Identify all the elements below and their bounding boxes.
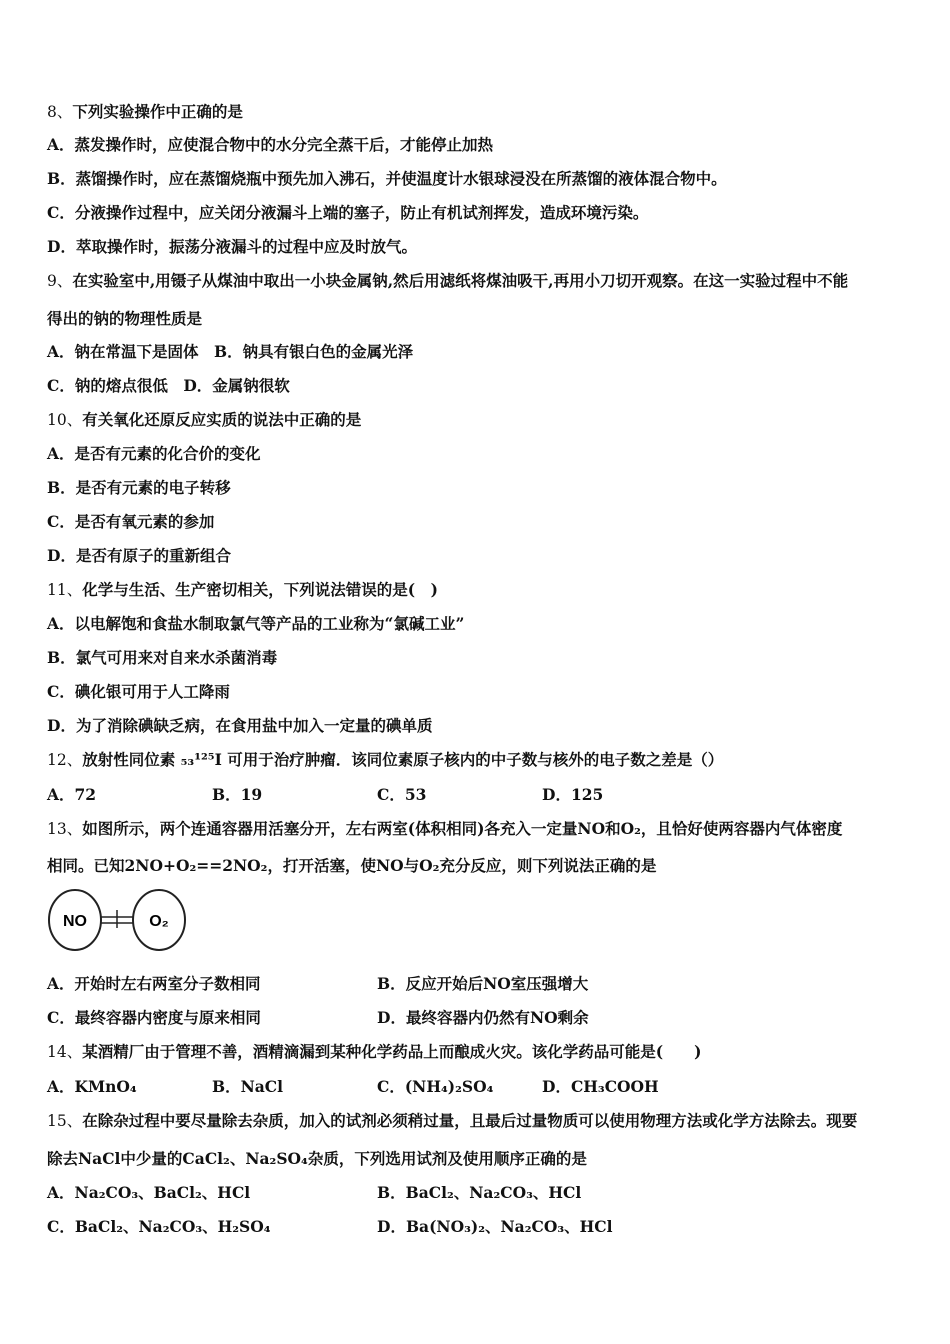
question-stem-cont: 得出的钠的物理性质是 bbox=[47, 309, 203, 328]
options-row bbox=[47, 974, 907, 994]
option-d: D．为了消除碘缺乏病，在食用盐中加入一定量的碘单质 bbox=[47, 716, 433, 735]
option-c: C．53 bbox=[377, 785, 427, 804]
question-stem: 15、在除杂过程中要尽量除去杂质，加入的试剂必须稍过量，且最后过量物质可以使用物理方法或化学方法除去。现要 bbox=[47, 1111, 858, 1130]
options-row bbox=[47, 1008, 907, 1028]
question-stem: 14、某酒精厂由于管理不善，酒精滴漏到某种化学药品上而酿成火灾。该化学药品可能是( ) bbox=[47, 1042, 702, 1061]
option-a: A．以电解饱和食盐水制取氯气等产品的工业称为“氯碱工业” bbox=[47, 614, 465, 633]
option-b: B．反应开始后NO室压强增大 bbox=[377, 974, 589, 993]
figure-label-no: NO bbox=[63, 913, 87, 930]
option-b: B．NaCl bbox=[212, 1077, 284, 1096]
option-c: C．碘化银可用于人工降雨 bbox=[47, 682, 230, 701]
option-a: A．蒸发操作时，应使混合物中的水分完全蒸干后，才能停止加热 bbox=[47, 135, 494, 154]
option-d: D．最终容器内仍然有NO剩余 bbox=[377, 1008, 589, 1027]
option-c: C．(NH₄)₂SO₄ bbox=[377, 1077, 494, 1096]
question-stem-cont: 除去NaCl中少量的CaCl₂、Na₂SO₄杂质，下列选用试剂及使用顺序正确的是 bbox=[47, 1149, 587, 1168]
option-d: D．是否有原子的重新组合 bbox=[47, 546, 231, 565]
question-stem: 11、化学与生活、生产密切相关，下列说法错误的是( ) bbox=[47, 580, 438, 599]
figure-label-o2: O₂ bbox=[149, 913, 169, 930]
option-c: C．BaCl₂、Na₂CO₃、H₂SO₄ bbox=[47, 1217, 271, 1236]
option-b: B．19 bbox=[212, 785, 263, 804]
option-c: C．最终容器内密度与原来相同 bbox=[47, 1008, 261, 1027]
option-b: B．蒸馏操作时，应在蒸馏烧瓶中预先加入沸石，并使温度计水银球浸没在所蒸馏的液体混合物中。 bbox=[47, 169, 727, 188]
options-row bbox=[47, 1077, 907, 1097]
option-d: D．125 bbox=[542, 785, 604, 804]
option-a: A．Na₂CO₃、BaCl₂、HCl bbox=[47, 1183, 251, 1202]
question-stem-cont: 相同。已知2NO+O₂==2NO₂，打开活塞，使NO与O₂充分反应，则下列说法正确的是 bbox=[47, 856, 657, 875]
option-b: B．是否有元素的电子转移 bbox=[47, 478, 231, 497]
option-d: D．萃取操作时，振荡分液漏斗的过程中应及时放气。 bbox=[47, 237, 417, 256]
option-c: C．分液操作过程中，应关闭分液漏斗上端的塞子，防止有机试剂挥发，造成环境污染。 bbox=[47, 203, 649, 222]
option-a: A．KMnO₄ bbox=[47, 1077, 137, 1096]
question-stem: 10、有关氧化还原反应实质的说法中正确的是 bbox=[47, 410, 362, 429]
option-b: B．氯气可用来对自来水杀菌消毒 bbox=[47, 648, 278, 667]
option-a: A．72 bbox=[47, 785, 97, 804]
connected-vessels-figure bbox=[47, 888, 187, 952]
option-c: C．是否有氧元素的参加 bbox=[47, 512, 215, 531]
question-stem: 8、下列实验操作中正确的是 bbox=[47, 102, 243, 121]
option-ab: A．钠在常温下是固体 B．钠具有银白色的金属光泽 bbox=[47, 342, 414, 361]
option-cd: C．钠的熔点很低 D．金属钠很软 bbox=[47, 376, 290, 395]
options-row bbox=[47, 1183, 907, 1203]
option-d: D．CH₃COOH bbox=[542, 1077, 659, 1096]
option-a: A．开始时左右两室分子数相同 bbox=[47, 974, 261, 993]
option-b: B．BaCl₂、Na₂CO₃、HCl bbox=[377, 1183, 582, 1202]
option-a: A．是否有元素的化合价的变化 bbox=[47, 444, 261, 463]
question-stem: 12、放射性同位素 ₅₃¹²⁵I 可用于治疗肿瘤．该同位素原子核内的中子数与核外的电子数之差是（） bbox=[47, 750, 724, 769]
option-d: D．Ba(NO₃)₂、Na₂CO₃、HCl bbox=[377, 1217, 613, 1236]
question-stem: 13、如图所示，两个连通容器用活塞分开，左右两室(体积相同)各充入一定量NO和O₂，且恰好使两容器内气体密度 bbox=[47, 819, 843, 838]
options-row bbox=[47, 785, 907, 805]
question-stem: 9、在实验室中,用镊子从煤油中取出一小块金属钠,然后用滤纸将煤油吸干,再用小刀切开观察。在这一实验过程中不能 bbox=[47, 271, 849, 290]
options-row bbox=[47, 1217, 907, 1237]
